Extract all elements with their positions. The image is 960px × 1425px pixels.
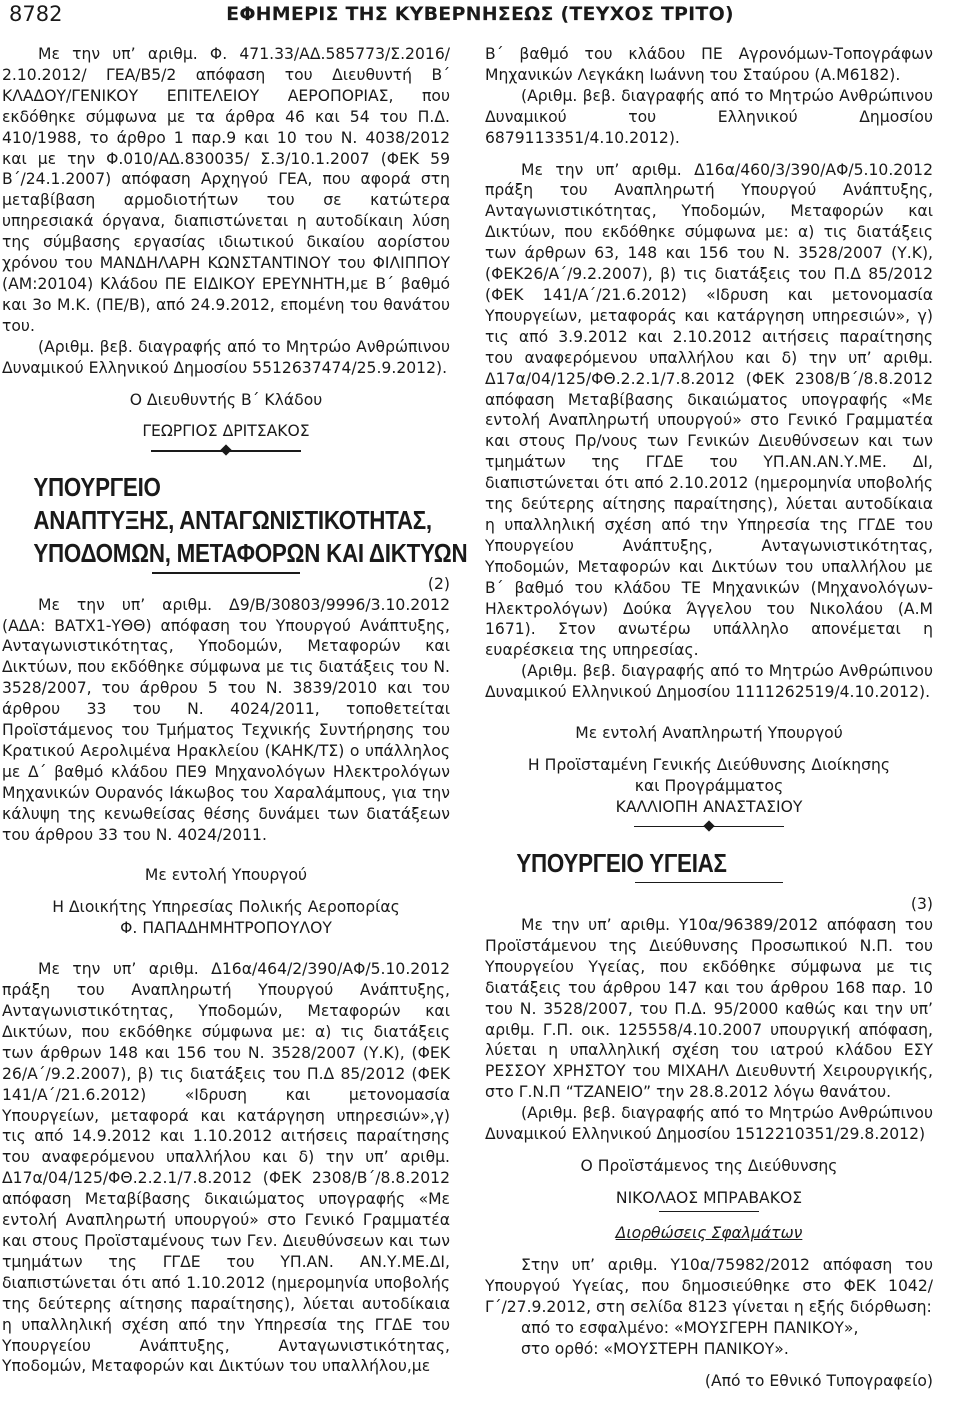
decision-number: (3) <box>910 895 933 914</box>
signatory-title: Η Προϊσταμένη Γενικής Διεύθυνσης Διοίκησης <box>527 756 891 774</box>
ministry-heading-line: ΑΝΑΠΤΥΞΗΣ, ΑΝΤΑΓΩΝΙΣΤΙΚΟΤΗΤΑΣ, <box>33 505 432 536</box>
gazette-title: ΕΦΗΜΕΡΙΣ ΤΗΣ ΚΥΒΕΡΝΗΣΕΩΣ (ΤΕΥΧΟΣ ΤΡΙΤΟ) <box>226 3 734 25</box>
right-column <box>485 44 933 1392</box>
ministry-heading-line: ΥΠΟΥΡΓΕΙΟ <box>33 472 161 503</box>
deletion-certificate-note: (Αριθμ. βεβ. διαγραφής από το Μητρώο Ανθρώπινου Δυναμικού Ελληνικού Δημοσίου 5512637474/25.9.2012). <box>2 337 450 377</box>
signatory-name: ΚΑΛΛΙΟΠΗ ΑΝΑΣΤΑΣΙΟΥ <box>615 797 803 816</box>
errata-wrong-value: από το εσφαλμένο: «ΜΟΥΣΓΕΡΗ ΠΑΝΙΚΟΥ», <box>521 1318 859 1337</box>
errata-correct-value: στο ορθό: «ΜΟΥΣΤΕΡΗ ΠΑΝΙΚΟΥ». <box>521 1339 789 1358</box>
ministry-heading: ΥΠΟΥΡΓΕΙΟ ΥΓΕΙΑΣ <box>516 847 727 878</box>
decision-paragraph: Με την υπ’ αριθμ. Δ16α/460/3/390/ΑΦ/5.10.2012 πράξη του Αναπληρωτή Υπουργού Ανάπτυξης, Ανταγωνιστικότητας, Υποδομών, Μεταφορών και Δικτύων, που εκδόθηκε σύμφωνα με: α) τις διατάξεις των άρθρων 63, 148 και 156 του Ν. 3528/2007 (Υ.Κ), (ΦΕΚ26/Α΄/9.2.2007), β) τις διατάξεις του Π.Δ 85/2012 (ΦΕΚ 141/Α΄/21.6.2012) «Ιδρυση και μετονομασία Υπουργείων, μεταφοράς και κατάργηση υπηρεσιών», γ) τις από 3.9.2012 και 2.10.2012 αιτήσεις παραίτησης του αναφερόμενου υπαλλήλου και δ) την υπ’ αριθμ. Δ17α/04/125/ΦΘ.2.2.1/7.8.2012 (ΦΕΚ 2308/Β΄/8.8.2012 απόφαση Μεταβίβασης δικαιώματος υπογραφής «Με εντολή Αναπληρωτή υπουργού» στο Γενικό Γραμματέα και στους Πρ/νους των Γενικών Διευθύνσεων και των τμημάτων της ΓΓΔΕ του ΥΠ.ΑΝ.ΑΝ.Υ.ΜΕ. ΔΙ, διαπιστώνεται ότι από 2.10.2012 (ημερομηνία υποβολής της δεύτερης αίτησης παραίτησης), λύεται αυτοδίκαια η υπαλληλική σχέση από την Υπηρεσία της ΓΓΔΕ του Υπουργείου Ανάπτυξης, Ανταγωνιστικότητας, Υποδομών, Μεταφορών και Δικτύων του υπαλλήλου με Β΄ βαθμό του κλάδου ΤΕ Μηχανικών (Μηχανολόγων-Ηλεκτρολόγων) Δούκα Άγγελου του Νικολάου (Α.Μ 1671). Στον ανωτέρω υπάλληλο απονέμεται η ευαρέσκεια της υπηρεσίας. <box>485 160 933 660</box>
ministry-heading-line: ΥΠΟΔΟΜΩΝ, ΜΕΤΑΦΟΡΩΝ ΚΑΙ ΔΙΚΤΥΩΝ <box>33 538 468 569</box>
diamond-separator <box>151 444 301 458</box>
decision-paragraph: Β΄ βαθμό του κλάδου ΠΕ Αγρονόμων-Τοπογράφων Μηχανικών Λεγκάκη Ιωάννη του Σταύρου (Α.Μ6182). <box>485 45 933 84</box>
page-number: 8782 <box>9 2 63 26</box>
deletion-certificate-note: (Αριθμ. βεβ. διαγραφής από το Μητρώο Ανθρώπινου Δυναμικού Ελληνικού Δημοσίου 1512210351/29.8.2012) <box>485 1104 933 1144</box>
decision-paragraph: Με την υπ’ αριθμ. Δ9/Β/30803/9996/3.10.2012 (ΑΔΑ: ΒΑΤΧ1-ΥΘΘ) απόφαση του Υπουργού Ανάπτυξης, Ανταγωνιστικότητας, Υποδομών, Μεταφορών και Δικτύων, που εκδόθηκε σύμφωνα με τις διατάξεις του Ν. 3528/2007, του άρθρου 5 του Ν. 3839/2010 και του άρθρου 33 του Ν. 4024/2011, τοποθετείται Προϊστάμενος του Τμήματος Τεχνικής Συντήρησης του Κρατικού Αερολιμένα Ηρακλείου (ΚΑΗΚ/ΤΣ) ο υπάλληλος με Δ΄ βαθμό κλάδου ΠΕ9 Μηχανολόγων Ηλεκτρολόγων Μηχανικών Ουρανός Ιάκωβος του Χαραλάμπους, για την κάλυψη της κενωθείσας θέσης δυνάμει των διατάξεων του άρθρου 33 του Ν. 4024/2011. <box>2 595 450 844</box>
signatory-name: Φ. ΠΑΠΑΔΗΜΗΤΡΟΠΟΥΛΟΥ <box>120 919 332 938</box>
errata-heading: Διορθώσεις Σφαλμάτων <box>615 1224 803 1243</box>
signatory-name: ΝΙΚΟΛΑΟΣ ΜΠΡΑΒΑΚΟΣ <box>615 1188 803 1207</box>
signatory-title: Με εντολή Υπουργού <box>144 866 308 885</box>
decision-paragraph: Με την υπ’ αριθμ. Φ. 471.33/ΑΔ.585773/Σ.2016/ 2.10.2012/ ΓΕΑ/Β5/2 απόφαση του Διευθυντή Β΄ ΚΛΑΔΟΥ/ΓΕΝΙΚΟΥ ΕΠΙΤΕΛΕΙΟΥ ΑΕΡΟΠΟΡΙΑΣ, που εκδόθηκε σύμφωνα με τα άρθρα 46 και 54 του Π.Δ. 410/1988, το άρθρο 1 παρ.9 και 10 του Ν. 4038/2012 και με την Φ.010/ΑΔ.830035/ Σ.3/10.1.2007 (ΦΕΚ 59 Β΄/24.1.2007) απόφαση Αρχηγού ΓΕΑ, που αφορά στη μεταβίβαση αρμοδιοτήτων του σε κατώτερα υπηρεσιακά όργανα, διαπιστώνεται η αυτοδίκαιη λύση της σύμβασης εργασίας ιδιωτικού δικαίου αορίστου χρόνου του ΜΑΝΔΗΛΑΡΗ ΚΩΝΣΤΑΝΤΙΝΟΥ του ΦΙΛΙΠΠΟΥ (ΑΜ:20104) Κλάδου ΠΕ ΕΙΔΙΚΟΥ ΕΡΕΥΝΗΤΗ,με Β΄ βαθμό και 3ο Μ.Κ. (ΠΕ/Β), από 24.9.2012, επομένη του θανάτου του. <box>2 45 450 335</box>
errata-paragraph: Στην υπ’ αριθμ. Υ10α/75982/2012 απόφαση του Υπουργού Υγείας, που δημοσιεύθηκε στο ΦΕΚ 1042/Γ΄/27.9.2012, στη σελίδα 8123 γίνεται η εξής διόρθωση: <box>485 1256 933 1316</box>
diamond-separator <box>634 820 784 834</box>
signatory-title: Η Διοικήτης Υπηρεσίας Πολικής Αεροπορίας <box>52 898 400 917</box>
page-header <box>0 0 960 32</box>
signatory-title: Με εντολή Αναπληρωτή Υπουργού <box>575 724 843 743</box>
signatory-title: και Προγράμματος <box>634 776 784 795</box>
signatory-name: ΓΕΩΡΓΙΟΣ ΔΡΙΤΣΑΚΟΣ <box>142 422 310 441</box>
decision-paragraph: Με την υπ’ αριθμ. Δ16α/464/2/390/ΑΦ/5.10.2012 πράξη του Αναπληρωτή Υπουργού Ανάπτυξης, Ανταγωνιστικότητας, Υποδομών, Μεταφορών και Δικτύων, που εκδόθηκε σύμφωνα με: α) τις διατάξεις των άρθρων 148 και 156 του Ν. 3528/2007 (Υ.Κ), (ΦΕΚ 26/Α΄/9.2.2007), β) τις διατάξεις του Π.Δ 85/2012 (ΦΕΚ 141/Α΄/21.6.2012) «Ιδρυση και μετονομασία Υπουργείων, μεταφορά και κατάργηση υπηρεσιών»,γ) τις από 14.9.2012 και 1.10.2012 αιτήσεις παραίτησης του αναφερόμενου υπαλλήλου και δ) την υπ’ αριθμ. Δ17α/04/125/ΦΘ.2.2.1/7.8.2012 (ΦΕΚ 2308/Β΄/8.8.2012 απόφαση Μεταβίβασης δικαιώματος υπογραφής «Με εντολή Αναπληρωτή υπουργού» στο Γενικό Γραμματέα και στους Προϊσταμένους των Γεν. Διευθύνσεων και των τμημάτων της ΓΓΔΕ του ΥΠ.ΑΝ. ΑΝ.Υ.ΜΕ.ΔΙ, διαπιστώνεται ότι από 1.10.2012 (ημερομηνία υποβολής της δεύτερης αίτησης παραίτησης), λύεται αυτοδίκαια η υπαλληλική σχέση από την Υπηρεσία της ΓΓΔΕ του Υπουργείου Ανάπτυξης, Ανταγωνιστικότητας, Υποδομών, Μεταφορών και Δικτύων του υπαλλήλου,με <box>2 960 450 1376</box>
deletion-certificate-note: (Αριθμ. βεβ. διαγραφής από το Μητρώο Ανθρώπινου Δυναμικού του Ελληνικού Δημοσίου 6879113351/4.10.2012). <box>485 86 933 147</box>
decision-number: (2) <box>427 574 450 593</box>
signatory-title: Ο Διευθυντής Β΄ Κλάδου <box>129 390 323 409</box>
deletion-certificate-note: (Αριθμ. βεβ. διαγραφής από το Μητρώο Ανθρώπινου Δυναμικού Ελληνικού Δημοσίου 1111262519/4.10.2012). <box>485 662 933 702</box>
signatory-title: Ο Προϊστάμενος της Διεύθυνσης <box>580 1156 838 1175</box>
source-note: (Από το Εθνικό Τυπογραφείο) <box>704 1371 933 1390</box>
decision-paragraph: Με την υπ’ αριθμ. Υ10α/96389/2012 απόφαση του Προϊστάμενου της Διεύθυνσης Προσωπικού Ν.Π. του Υπουργείου Υγείας, που εκδόθηκε σύμφωνα με τις διατάξεις του άρθρου 147 και του άρθρου 168 παρ. 10 του Ν. 3528/2007, του Π.Δ. 95/2000 καθώς και την υπ’ αριθμ. Γ.Π. οικ. 125558/4.10.2007 υπουργική απόφαση, λύεται η υπαλληλική σχέση του ιατρού κλάδου ΕΣΥ ΡΕΣΣΟΥ ΧΡΗΣΤΟΥ του ΜΙΧΑΗΛ Διευθυντή Χειρουργικής, στο Γ.Ν.Π “ΤΖΑΝΕΙΟ” την 28.8.2012 λόγω θανάτου. <box>485 916 933 1102</box>
left-column <box>2 44 468 1377</box>
